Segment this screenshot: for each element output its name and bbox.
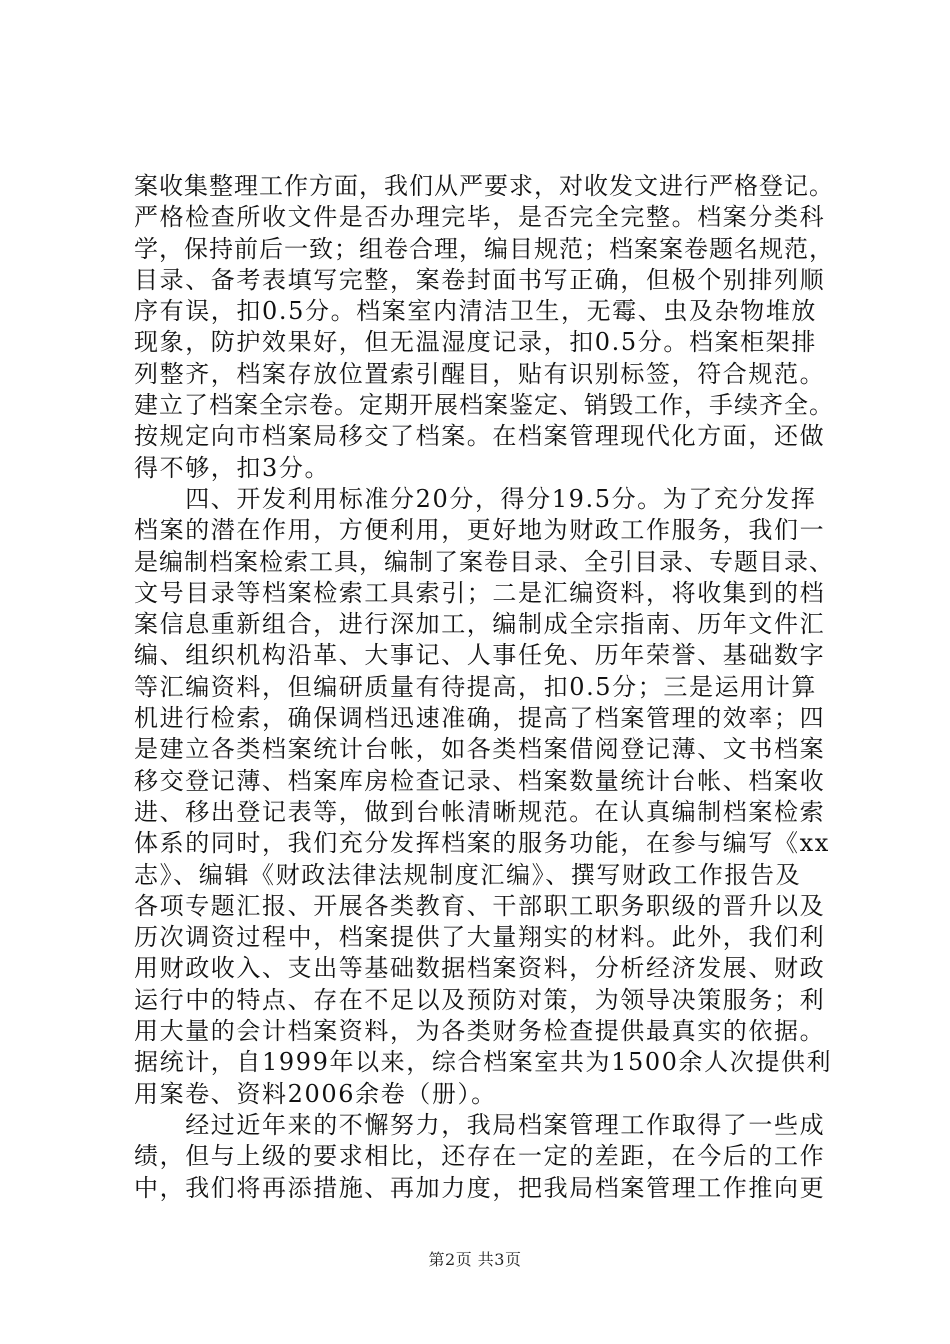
text-line: 现象，防护效果好，但无温湿度记录，扣0.5分。档案柜架排 [134,328,817,357]
text-line: 用案卷、资料2006余卷（册）。 [134,1079,497,1108]
text-line: 进、移出登记表等，做到台帐清晰规范。在认真编制档案检索 [134,797,826,826]
text-line: 文号目录等档案检索工具索引；二是汇编资料，将收集到的档 [134,578,826,607]
text-line: 学，保持前后一致；组卷合理，编目规范；档案案卷题名规范， [134,234,834,263]
text-line: 是编制档案检索工具，编制了案卷目录、全引目录、专题目录、 [134,547,834,576]
text-line: 档案的潜在作用，方便利用，更好地为财政工作服务，我们一 [134,516,826,545]
text-line: 用大量的会计档案资料，为各类财务检查提供最真实的依据。 [134,1017,826,1046]
text-line: 等汇编资料，但编研质量有待提高，扣0.5分；三是运用计算 [134,672,817,701]
text-line: 编、组织机构沿革、大事记、人事任免、历年荣誉、基础数字 [134,641,826,670]
text-line: 体系的同时，我们充分发挥档案的服务功能，在参与编写《xx [134,829,830,858]
text-line: 中，我们将再添措施、再加力度，把我局档案管理工作推向更 [134,1173,826,1202]
text-line: 历次调资过程中，档案提供了大量翔实的材料。此外，我们利 [134,923,826,952]
text-line: 运行中的特点、存在不足以及预防对策，为领导决策服务；利 [134,985,826,1014]
text-line: 据统计，自1999年以来，综合档案室共为1500余人次提供利 [134,1048,833,1077]
text-line: 按规定向市档案局移交了档案。在档案管理现代化方面，还做 [134,422,826,451]
text-line: 目录、备考表填写完整，案卷封面书写正确，但极个别排列顺 [134,265,826,294]
text-line: 案信息重新组合，进行深加工，编制成全宗指南、历年文件汇 [134,610,826,639]
text-line: 得不够，扣3分。 [134,453,331,482]
text-line: 用财政收入、支出等基础数据档案资料，分析经济发展、财政 [134,954,826,983]
text-line: 志》、编辑《财政法律法规制度汇编》、撰写财政工作报告及 [134,860,802,889]
document-body [134,171,834,1204]
text-line: 严格检查所收文件是否办理完毕，是否完全完整。档案分类科 [134,203,826,232]
text-line: 经过近年来的不懈努力，我局档案管理工作取得了一些成 [134,1110,826,1139]
text-line: 列整齐，档案存放位置索引醒目，贴有识别标签，符合规范。 [134,359,826,388]
page-footer: 第2页 共3页 [428,1250,522,1269]
text-line: 移交登记薄、档案库房检查记录、档案数量统计台帐、档案收 [134,766,826,795]
text-line: 序有误，扣0.5分。档案室内清洁卫生，无霉、虫及杂物堆放 [134,297,817,326]
text-line: 是建立各类档案统计台帐，如各类档案借阅登记薄、文书档案 [134,735,826,764]
text-line: 案收集整理工作方面，我们从严要求，对收发文进行严格登记。 [134,172,834,200]
text-line: 建立了档案全宗卷。定期开展档案鉴定、销毁工作，手续齐全。 [134,391,834,420]
text-line: 四、开发利用标准分20分，得分19.5分。为了充分发挥 [134,484,817,513]
text-line: 绩，但与上级的要求相比，还存在一定的差距，在今后的工作 [134,1142,826,1171]
text-line: 各项专题汇报、开展各类教育、干部职工职务职级的晋升以及 [134,891,826,920]
text-line: 机进行检索，确保调档迅速准确，提高了档案管理的效率；四 [134,704,826,733]
